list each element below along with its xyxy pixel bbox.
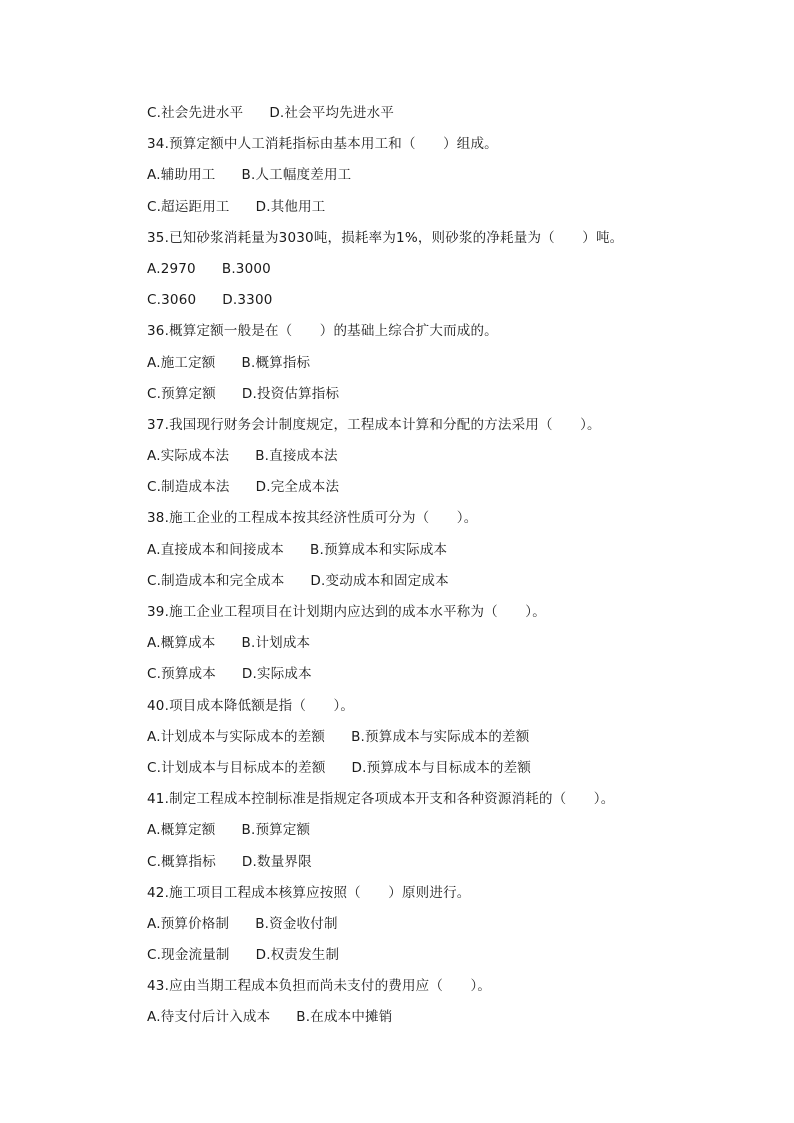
option-c: C.预算成本 (147, 666, 216, 683)
option-d: D.社会平均先进水平 (269, 105, 395, 121)
option-a: A.待支付后计入成本 (147, 1009, 271, 1026)
option-b: B.在成本中摊销 (296, 1009, 393, 1026)
question-36: 36.概算定额一般是在（ ）的基础上综合扩大而成的。 (147, 323, 498, 340)
option-line (147, 940, 707, 971)
question-39: 39.施工企业工程项目在计划期内应达到的成本水平称为（ ）。 (147, 604, 546, 620)
option-line (147, 379, 707, 410)
question-35: 35.已知砂浆消耗量为3030吨，损耗率为1%，则砂浆的净耗量为（ ）吨。 (147, 229, 624, 246)
option-b: B.3000 (221, 260, 271, 277)
option-b: B.预算定额 (241, 822, 311, 839)
option-b: B.预算成本和实际成本 (310, 541, 448, 558)
option-c: C.超运距用工 (147, 198, 230, 215)
option-line (147, 628, 707, 659)
option-a: A.实际成本法 (147, 448, 230, 465)
question-34: 34.预算定额中人工消耗指标由基本用工和（ ）组成。 (147, 136, 498, 153)
option-a: A.施工定额 (147, 354, 216, 371)
option-line (147, 659, 707, 690)
option-c: C.社会先进水平 (147, 105, 244, 121)
option-d: D.变动成本和固定成本 (310, 572, 449, 589)
option-line (147, 348, 707, 379)
option-b: B.计划成本 (241, 635, 311, 652)
option-line (147, 160, 707, 191)
option-line (147, 815, 707, 846)
option-a: A.概算成本 (147, 635, 216, 652)
option-line (147, 909, 707, 940)
question-40: 40.项目成本降低额是指（ ）。 (147, 697, 355, 714)
option-line (147, 566, 707, 597)
option-line (147, 441, 707, 472)
option-line (147, 722, 707, 753)
option-d: D.其他用工 (255, 198, 326, 215)
question-42: 42.施工项目工程成本核算应按照（ ）原则进行。 (147, 884, 471, 901)
document-page (147, 98, 707, 1034)
option-line (147, 98, 707, 129)
option-line (147, 285, 707, 316)
option-line (147, 535, 707, 566)
question-37: 37.我国现行财务会计制度规定，工程成本计算和分配的方法采用（ ）。 (147, 416, 601, 433)
option-c: C.制造成本和完全成本 (147, 572, 285, 589)
option-line (147, 472, 707, 503)
option-b: B.直接成本法 (255, 448, 338, 465)
option-c: C.现金流量制 (147, 947, 230, 964)
option-d: D.预算成本与目标成本的差额 (351, 759, 532, 776)
option-a: A.辅助用工 (147, 167, 216, 184)
option-c: C.计划成本与目标成本的差额 (147, 759, 326, 776)
option-b: B.概算指标 (241, 354, 311, 371)
option-d: D.完全成本法 (255, 479, 340, 496)
option-d: D.实际成本 (241, 666, 312, 683)
option-line (147, 847, 707, 878)
question-43: 43.应由当期工程成本负担而尚未支付的费用应（ ）。 (147, 978, 492, 995)
option-a: A.预算价格制 (147, 915, 230, 932)
option-c: C.3060 (147, 292, 197, 309)
option-a: A.直接成本和间接成本 (147, 541, 284, 558)
option-b: B.人工幅度差用工 (241, 167, 352, 184)
option-c: C.预算定额 (147, 385, 216, 402)
option-c: C.制造成本法 (147, 479, 230, 496)
option-line (147, 192, 707, 223)
option-line (147, 1002, 707, 1033)
option-c: C.概算指标 (147, 853, 216, 870)
option-b: B.资金收付制 (255, 915, 338, 932)
option-d: D.投资估算指标 (241, 385, 340, 402)
option-line (147, 753, 707, 784)
question-41: 41.制定工程成本控制标准是指规定各项成本开支和各种资源消耗的（ ）。 (147, 791, 615, 808)
option-d: D.3300 (222, 292, 273, 309)
option-d: D.权责发生制 (255, 947, 340, 964)
option-d: D.数量界限 (241, 853, 312, 870)
option-line (147, 254, 707, 285)
question-38: 38.施工企业的工程成本按其经济性质可分为（ ）。 (147, 510, 478, 527)
option-b: B.预算成本与实际成本的差额 (351, 728, 530, 745)
option-a: A.计划成本与实际成本的差额 (147, 728, 326, 745)
option-a: A.2970 (147, 260, 196, 277)
option-a: A.概算定额 (147, 822, 216, 839)
